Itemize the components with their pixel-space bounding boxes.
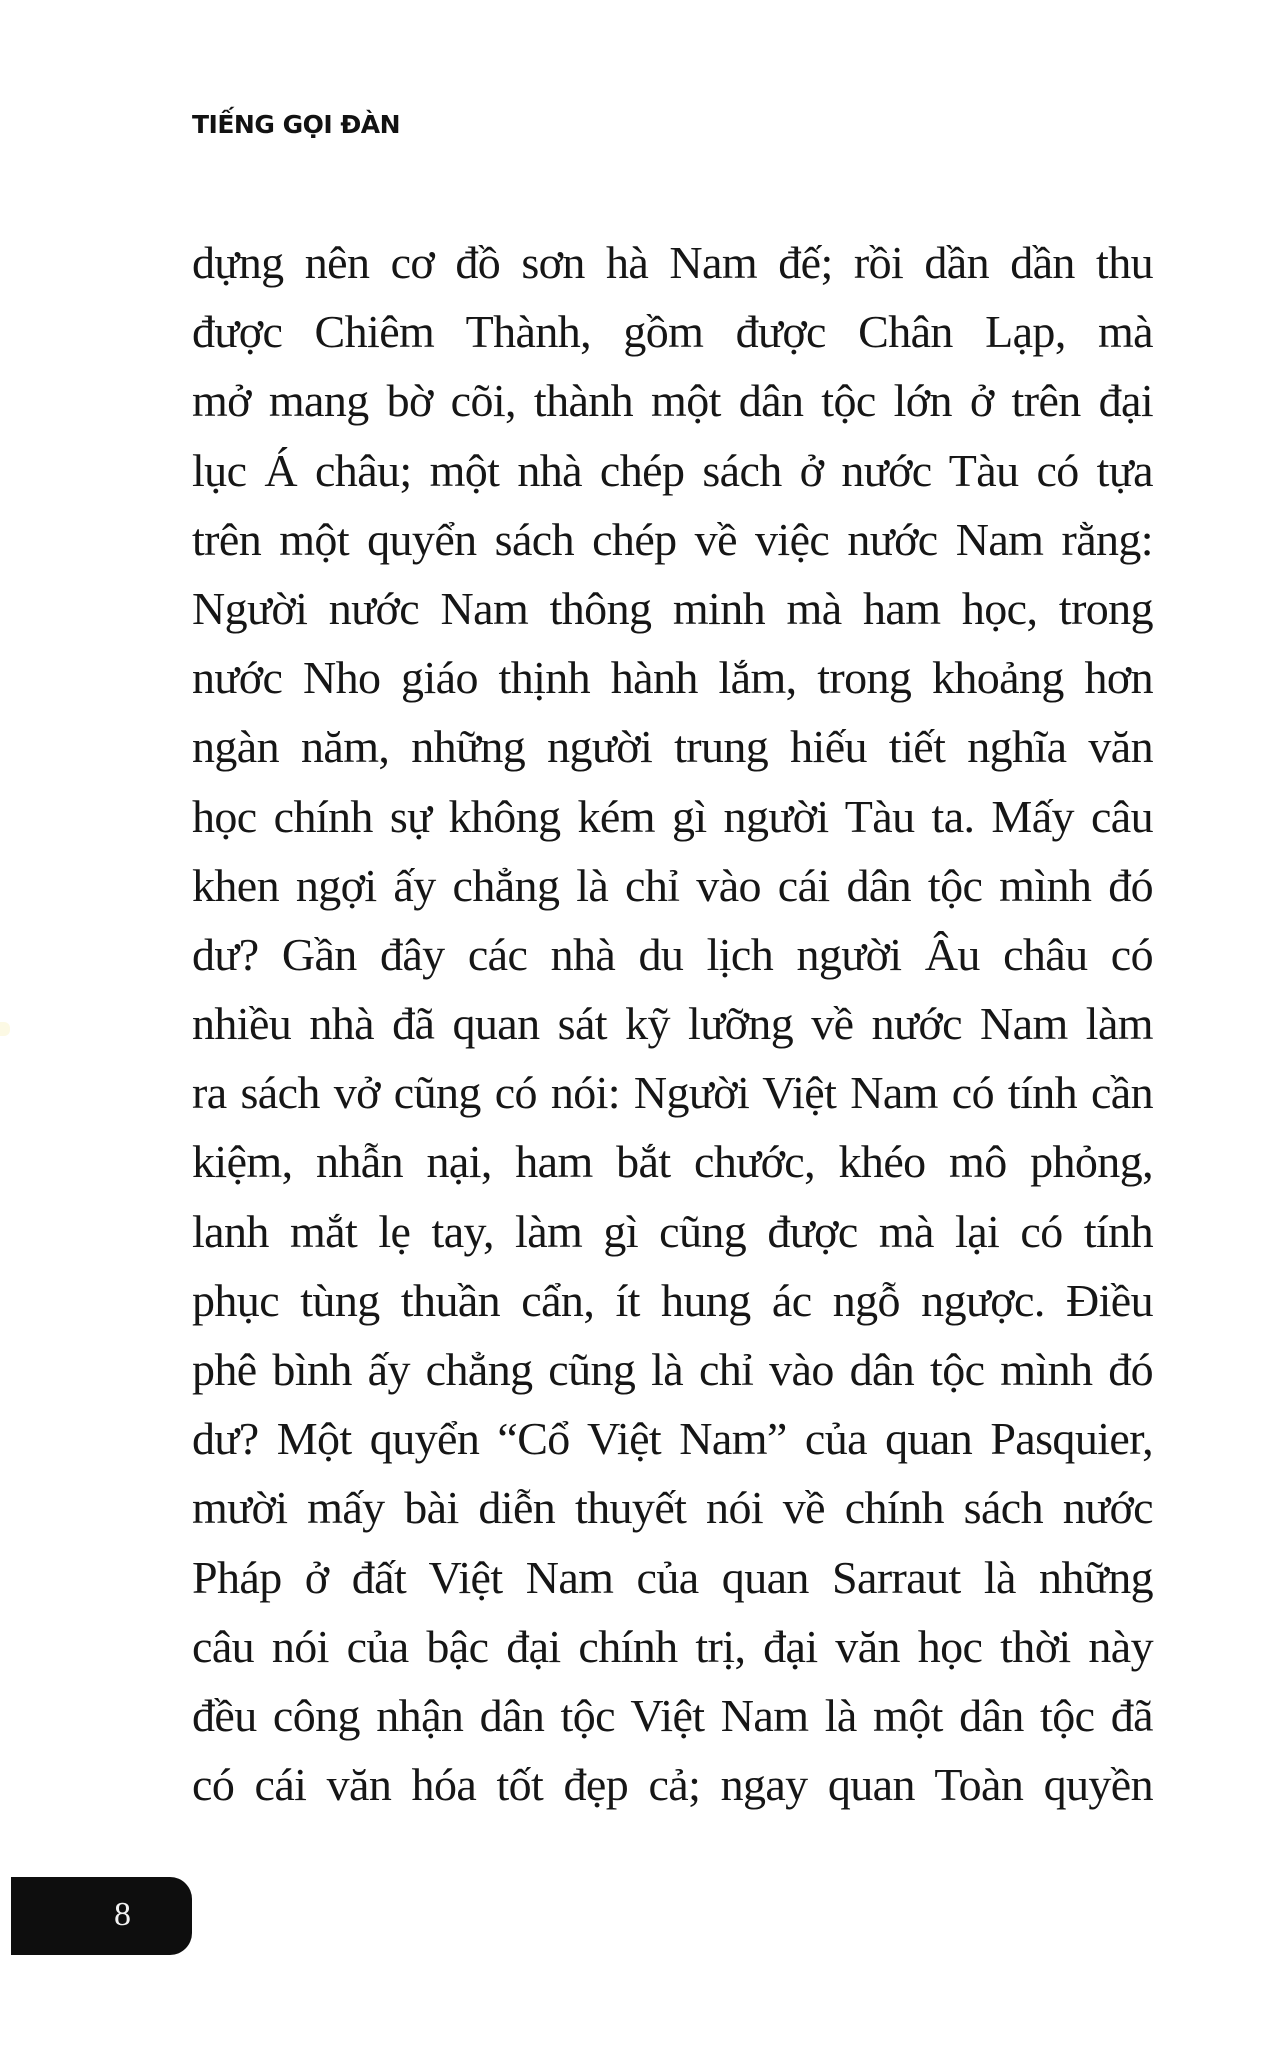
body-text — [192, 228, 1153, 1819]
text-line: nhiều nhà đã quan sát kỹ lưỡng về nước Nam làm — [192, 998, 1153, 1050]
text-line: dư? Một quyển “Cổ Việt Nam” của quan Pasquier, — [192, 1413, 1153, 1465]
text-line: học chính sự không kém gì người Tàu ta. Mấy câu — [192, 790, 1153, 842]
text-line: lục Á châu; một nhà chép sách ở nước Tàu có tựa — [192, 444, 1153, 496]
text-line: có cái văn hóa tốt đẹp cả; ngay quan Toàn quyền — [192, 1759, 1153, 1811]
text-line: Pháp ở đất Việt Nam của quan Sarraut là những — [192, 1551, 1153, 1603]
text-line: đều công nhận dân tộc Việt Nam là một dân tộc đã — [192, 1689, 1153, 1741]
text-line: Người nước Nam thông minh mà ham học, trong — [192, 582, 1153, 634]
text-line: ra sách vở cũng có nói: Người Việt Nam có tính cần — [192, 1067, 1153, 1119]
paper-smudge — [0, 1022, 10, 1036]
text-line: mở mang bờ cõi, thành một dân tộc lớn ở trên đại — [192, 375, 1153, 427]
text-line: trên một quyển sách chép về việc nước Nam rằng: — [192, 513, 1153, 565]
text-line: phục tùng thuần cẩn, ít hung ác ngỗ ngược. Điều — [192, 1274, 1153, 1326]
text-line: mười mấy bài diễn thuyết nói về chính sách nước — [192, 1482, 1153, 1534]
text-line: kiệm, nhẫn nại, ham bắt chước, khéo mô phỏng, — [192, 1136, 1153, 1188]
page-number-tab — [11, 1877, 192, 1955]
text-line: nước Nho giáo thịnh hành lắm, trong khoảng hơn — [192, 652, 1153, 704]
text-line: phê bình ấy chẳng cũng là chỉ vào dân tộc mình đó — [192, 1344, 1153, 1395]
text-line: được Chiêm Thành, gồm được Chân Lạp, mà — [192, 306, 1153, 358]
text-line: dư? Gần đây các nhà du lịch người Âu châu có — [192, 928, 1153, 980]
text-line: lanh mắt lẹ tay, làm gì cũng được mà lại có tính — [192, 1205, 1153, 1257]
text-line: ngàn năm, những người trung hiếu tiết nghĩa văn — [192, 721, 1153, 773]
text-line: câu nói của bậc đại chính trị, đại văn học thời này — [192, 1620, 1153, 1672]
text-line: khen ngợi ấy chẳng là chỉ vào cái dân tộc mình đó — [192, 859, 1153, 911]
text-line: dựng nên cơ đồ sơn hà Nam đế; rồi dần dần thu — [192, 237, 1153, 288]
page-number: 8 — [114, 1896, 131, 1934]
running-header-title: TIẾNG GỌI ĐÀN — [192, 110, 401, 139]
